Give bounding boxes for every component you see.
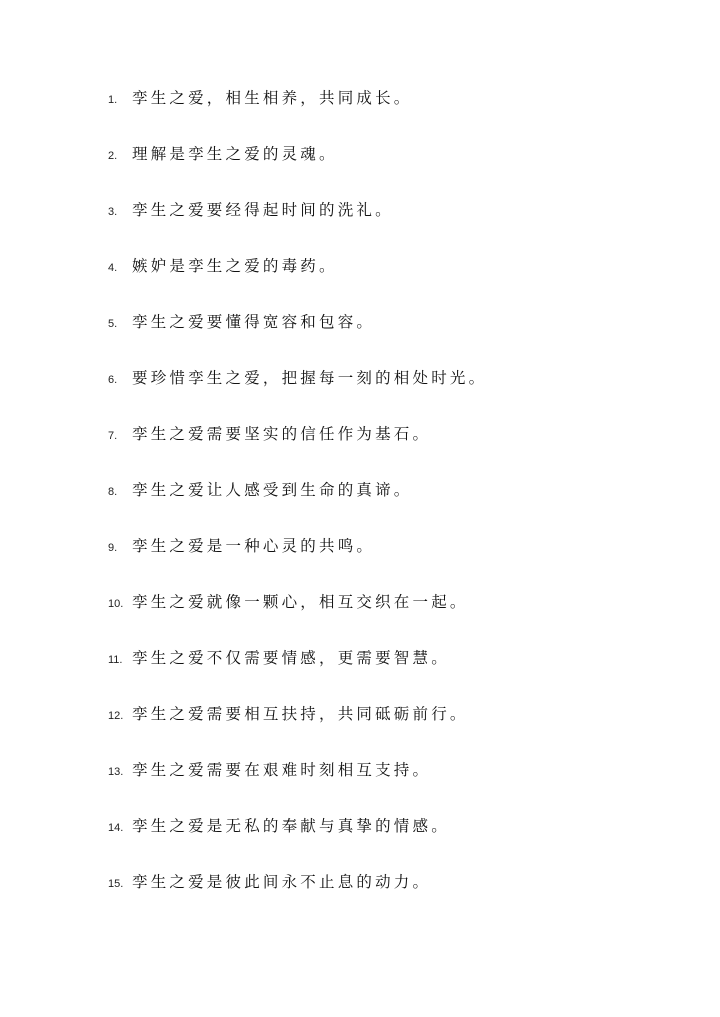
list-item (108, 870, 431, 894)
list-item-text: 孪生之爱需要坚实的信任作为基石。 (132, 425, 432, 443)
list-item-text: 孪生之爱要懂得宽容和包容。 (132, 313, 376, 331)
list-item-number: 11. (108, 654, 123, 666)
list-item (108, 702, 469, 726)
list-item-number: 4. (108, 262, 118, 274)
list-item (108, 534, 375, 558)
list-item-text: 孪生之爱需要相互扶持，共同砥砺前行。 (132, 705, 469, 723)
list-item (108, 198, 394, 222)
list-item-text: 孪生之爱是一种心灵的共鸣。 (132, 537, 376, 555)
list-item (108, 814, 450, 838)
list-item-text: 孪生之爱不仅需要情感，更需要智慧。 (132, 649, 450, 667)
list-item-text: 嫉妒是孪生之爱的毒药。 (132, 257, 338, 275)
list-item-number: 12. (108, 710, 124, 722)
list-item-number: 1. (108, 94, 118, 106)
list-item-number: 6. (108, 374, 118, 386)
list-item-text: 孪生之爱是彼此间永不止息的动力。 (132, 873, 432, 891)
list-item-number: 10. (108, 598, 124, 610)
list-item (108, 590, 469, 614)
list-item-text: 孪生之爱让人感受到生命的真谛。 (132, 481, 413, 499)
list-item-number: 15. (108, 878, 124, 890)
list-item (108, 646, 450, 670)
list-item-text: 孪生之爱，相生相养，共同成长。 (132, 89, 413, 107)
list-item-text: 要珍惜孪生之爱，把握每一刻的相处时光。 (132, 369, 488, 387)
list-item-number: 3. (108, 206, 118, 218)
list-item-number: 7. (108, 430, 118, 442)
list-item (108, 366, 487, 390)
list-item-text: 孪生之爱就像一颗心，相互交织在一起。 (132, 593, 469, 611)
list-item-text: 理解是孪生之爱的灵魂。 (132, 145, 338, 163)
list-item-number: 2. (108, 150, 118, 162)
list-item-number: 13. (108, 766, 124, 778)
list-item (108, 310, 375, 334)
list-item-number: 5. (108, 318, 118, 330)
list-item (108, 758, 431, 782)
list-item-number: 14. (108, 822, 124, 834)
list-item-text: 孪生之爱需要在艰难时刻相互支持。 (132, 761, 432, 779)
list-item-text: 孪生之爱要经得起时间的洗礼。 (132, 201, 394, 219)
list-item (108, 422, 431, 446)
list-item (108, 86, 413, 110)
list-item-text: 孪生之爱是无私的奉献与真挚的情感。 (132, 817, 450, 835)
list-item (108, 254, 338, 278)
list-item (108, 142, 338, 166)
list-item-number: 8. (108, 486, 118, 498)
list-item-number: 9. (108, 542, 118, 554)
list-item (108, 478, 413, 502)
